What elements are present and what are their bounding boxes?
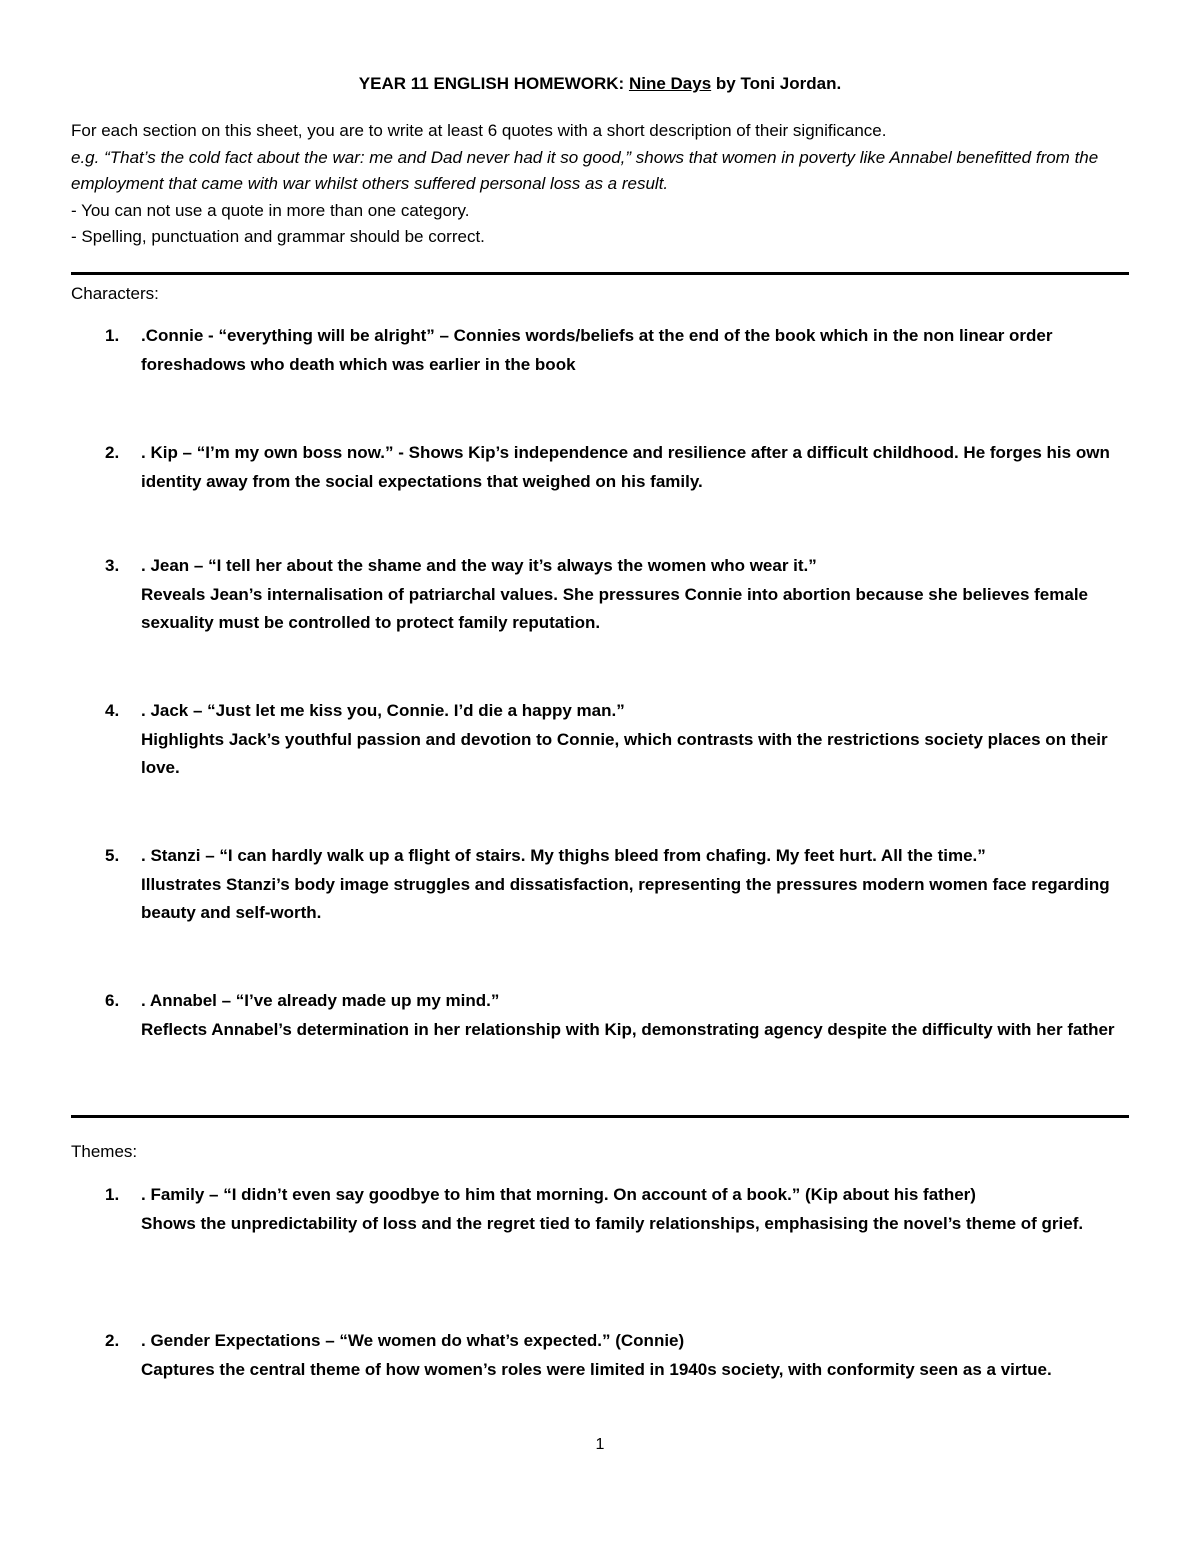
title-prefix: YEAR 11 ENGLISH HOMEWORK: <box>358 74 625 93</box>
instruction-rule-1: - You can not use a quote in more than one category. <box>71 200 470 220</box>
title-suffix: by Toni Jordan. <box>715 74 842 93</box>
item-number: 4. <box>105 701 120 720</box>
item-description: Highlights Jack’s youthful passion and devotion to Connie, which contrasts with the restrictions society places on their love. <box>141 729 1108 777</box>
item-number: 2. <box>105 443 120 462</box>
characters-heading: Characters: <box>71 284 159 303</box>
item-description: Shows the unpredictability of loss and the regret tied to family relationships, emphasising the novel’s theme of grief. <box>141 1213 1084 1233</box>
item-description: Reflects Annabel’s determination in her relationship with Kip, demonstrating agency despite the difficulty with her father <box>141 1019 1115 1039</box>
section-divider <box>71 1115 1129 1118</box>
item-body <box>141 697 1131 783</box>
item-quote: . Family – “I didn’t even say goodbye to him that morning. On account of a book.” (Kip about his father) <box>141 1185 976 1204</box>
item-body <box>141 987 1131 1044</box>
item-number: 2. <box>105 1331 120 1350</box>
item-quote: . Annabel – “I’ve already made up my mind.” <box>141 991 500 1010</box>
item-description: Captures the central theme of how women’s roles were limited in 1940s society, with conformity seen as a virtue. <box>141 1359 1052 1379</box>
item-number: 3. <box>105 556 120 575</box>
item-quote: . Kip – “I’m my own boss now.” - Shows Kip’s independence and resilience after a difficult childhood. He forges his own identity away from the social expectations that weighed on his family. <box>141 443 1110 491</box>
page-title <box>0 74 1200 94</box>
item-quote: . Stanzi – “I can hardly walk up a flight of stairs. My thighs bleed from chafing. My feet hurt. All the time.” <box>141 846 986 865</box>
item-description: Illustrates Stanzi’s body image struggles and dissatisfaction, representing the pressures modern women face regarding beauty and self-worth. <box>141 874 1110 922</box>
instruction-rule-2: - Spelling, punctuation and grammar should be correct. <box>71 227 485 246</box>
item-body <box>141 842 1131 928</box>
item-number: 5. <box>105 846 120 865</box>
themes-heading: Themes: <box>71 1142 138 1161</box>
item-body <box>141 552 1131 638</box>
item-number: 1. <box>105 1185 120 1204</box>
item-quote: . Jack – “Just let me kiss you, Connie. I’d die a happy man.” <box>141 701 625 720</box>
book-title: Nine Days <box>628 74 712 93</box>
item-body <box>141 439 1131 496</box>
item-quote: . Gender Expectations – “We women do what’s expected.” (Connie) <box>141 1331 685 1350</box>
item-quote: .Connie - “everything will be alright” – Connies words/beliefs at the end of the book which in the non linear order foreshadows who death which was earlier in the book <box>141 326 1053 374</box>
item-description: Reveals Jean’s internalisation of patriarchal values. She pressures Connie into abortion because she believes female sexuality must be controlled to protect family reputation. <box>141 584 1089 632</box>
section-divider <box>71 272 1129 275</box>
item-number: 6. <box>105 991 120 1010</box>
instructions <box>71 118 1141 251</box>
page-number: 1 <box>595 1436 605 1453</box>
item-quote: . Jean – “I tell her about the shame and the way it’s always the women who wear it.” <box>141 556 817 575</box>
item-body <box>141 322 1131 379</box>
instruction-example: e.g. “That’s the cold fact about the war: me and Dad never had it so good,” shows that women in poverty like Annabel benefitted from the employment that came with war whilst others suffered personal loss as a result. <box>71 147 1099 193</box>
item-number: 1. <box>105 326 120 345</box>
instruction-main: For each section on this sheet, you are to write at least 6 quotes with a short description of their significance. <box>71 121 887 140</box>
item-body <box>141 1181 1131 1238</box>
item-body <box>141 1327 1131 1384</box>
